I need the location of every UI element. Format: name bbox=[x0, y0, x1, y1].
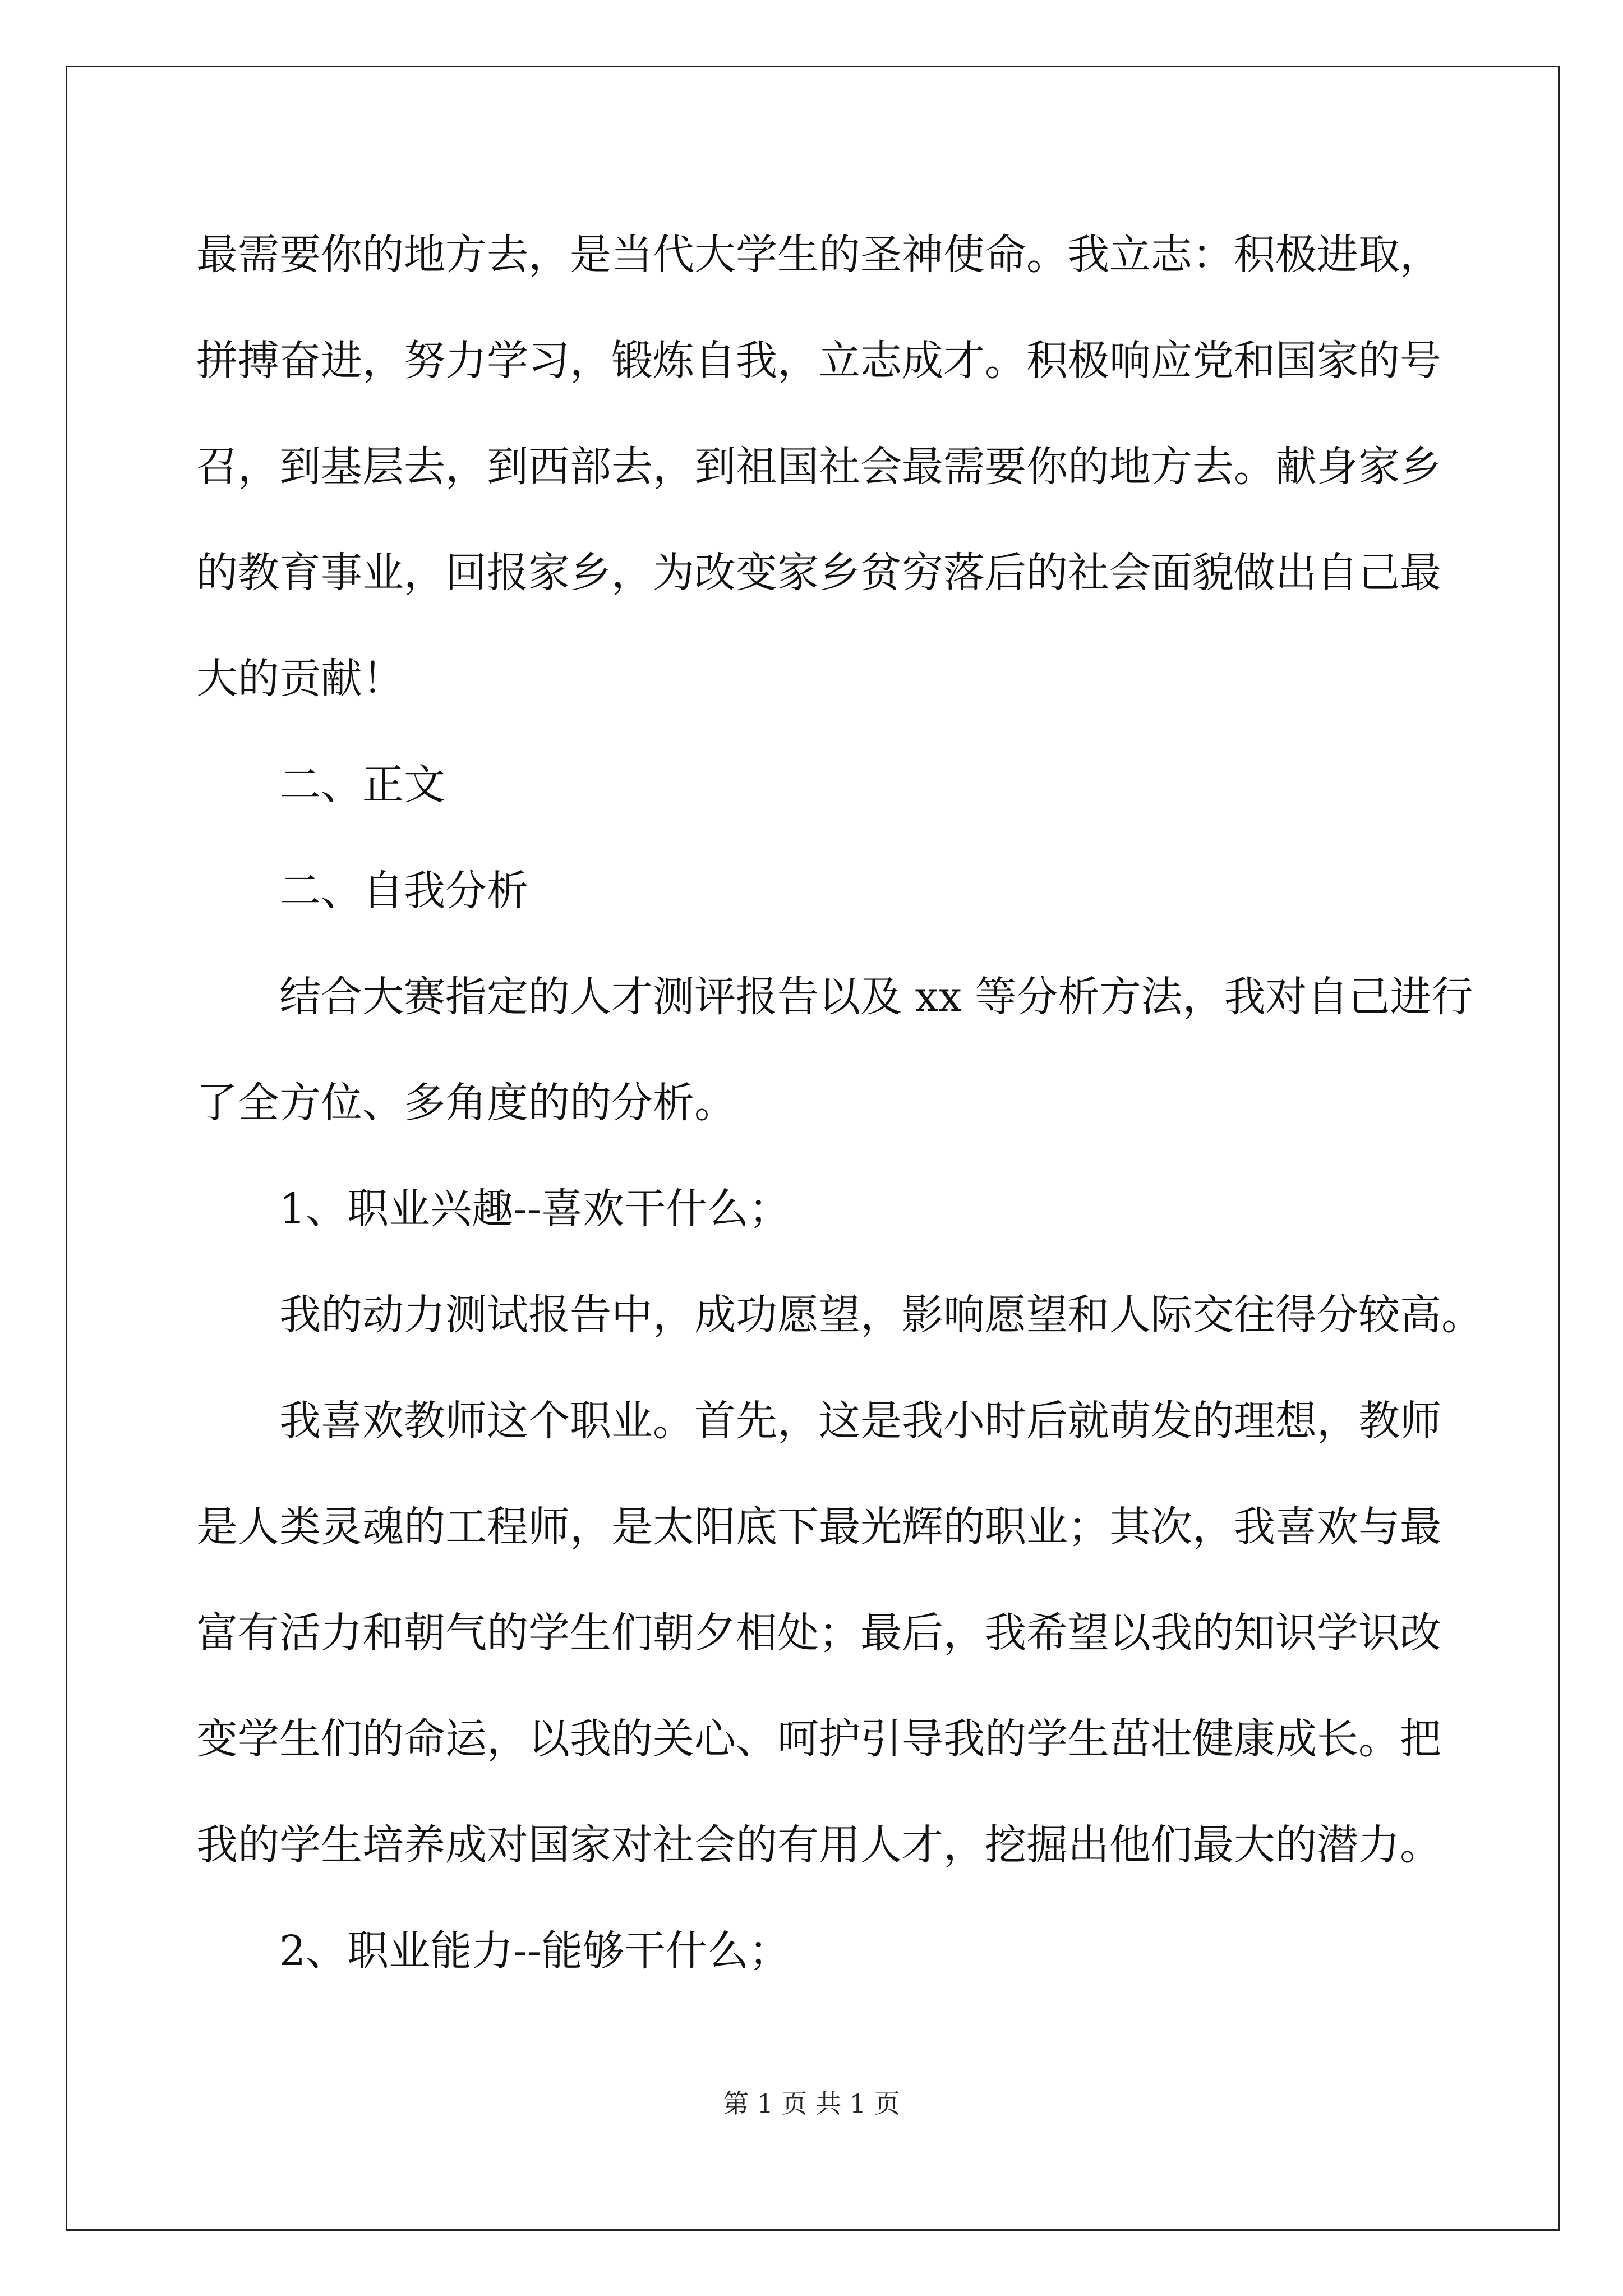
text-line: 我的学生培养成对国家对社会的有用人才，挖掘出他们最大的潜力。 bbox=[196, 1821, 1441, 1869]
text-line: 富有活力和朝气的学生们朝夕相处；最后，我希望以我的知识学识改 bbox=[196, 1609, 1441, 1657]
text-line: 召，到基层去，到西部去，到祖国社会最需要你的地方去。献身家乡 bbox=[196, 443, 1441, 491]
text-line: 了全方位、多角度的的分析。 bbox=[196, 1079, 736, 1127]
text-line: 结合大赛指定的人才测评报告以及 xx 等分析方法，我对自己进行 bbox=[279, 973, 1473, 1021]
text-line: 二、正文 bbox=[279, 761, 445, 809]
text-line: 2、职业能力--能够干什么； bbox=[279, 1927, 791, 1975]
text-line: 大的贡献！ bbox=[196, 655, 404, 703]
text-line: 的教育事业，回报家乡，为改变家乡贫穷落后的社会面貌做出自己最 bbox=[196, 549, 1441, 597]
text-line: 我喜欢教师这个职业。首先，这是我小时后就萌发的理想，教师 bbox=[279, 1397, 1441, 1445]
text-line: 变学生们的命运，以我的关心、呵护引导我的学生茁壮健康成长。把 bbox=[196, 1715, 1441, 1763]
document-body bbox=[196, 202, 1483, 2004]
text-line: 是人类灵魂的工程师，是太阳底下最光辉的职业；其次，我喜欢与最 bbox=[196, 1503, 1441, 1551]
text-line: 我的动力测试报告中，成功愿望，影响愿望和人际交往得分较高。 bbox=[279, 1291, 1483, 1339]
page-footer: 第 1 页 共 1 页 bbox=[723, 2088, 900, 2119]
text-line: 最需要你的地方去，是当代大学生的圣神使命。我立志：积极进取， bbox=[196, 231, 1441, 279]
text-line: 拼搏奋进，努力学习，锻炼自我，立志成才。积极响应党和国家的号 bbox=[196, 337, 1441, 385]
text-line: 二、自我分析 bbox=[279, 867, 528, 915]
text-line: 1、职业兴趣--喜欢干什么； bbox=[279, 1185, 791, 1233]
